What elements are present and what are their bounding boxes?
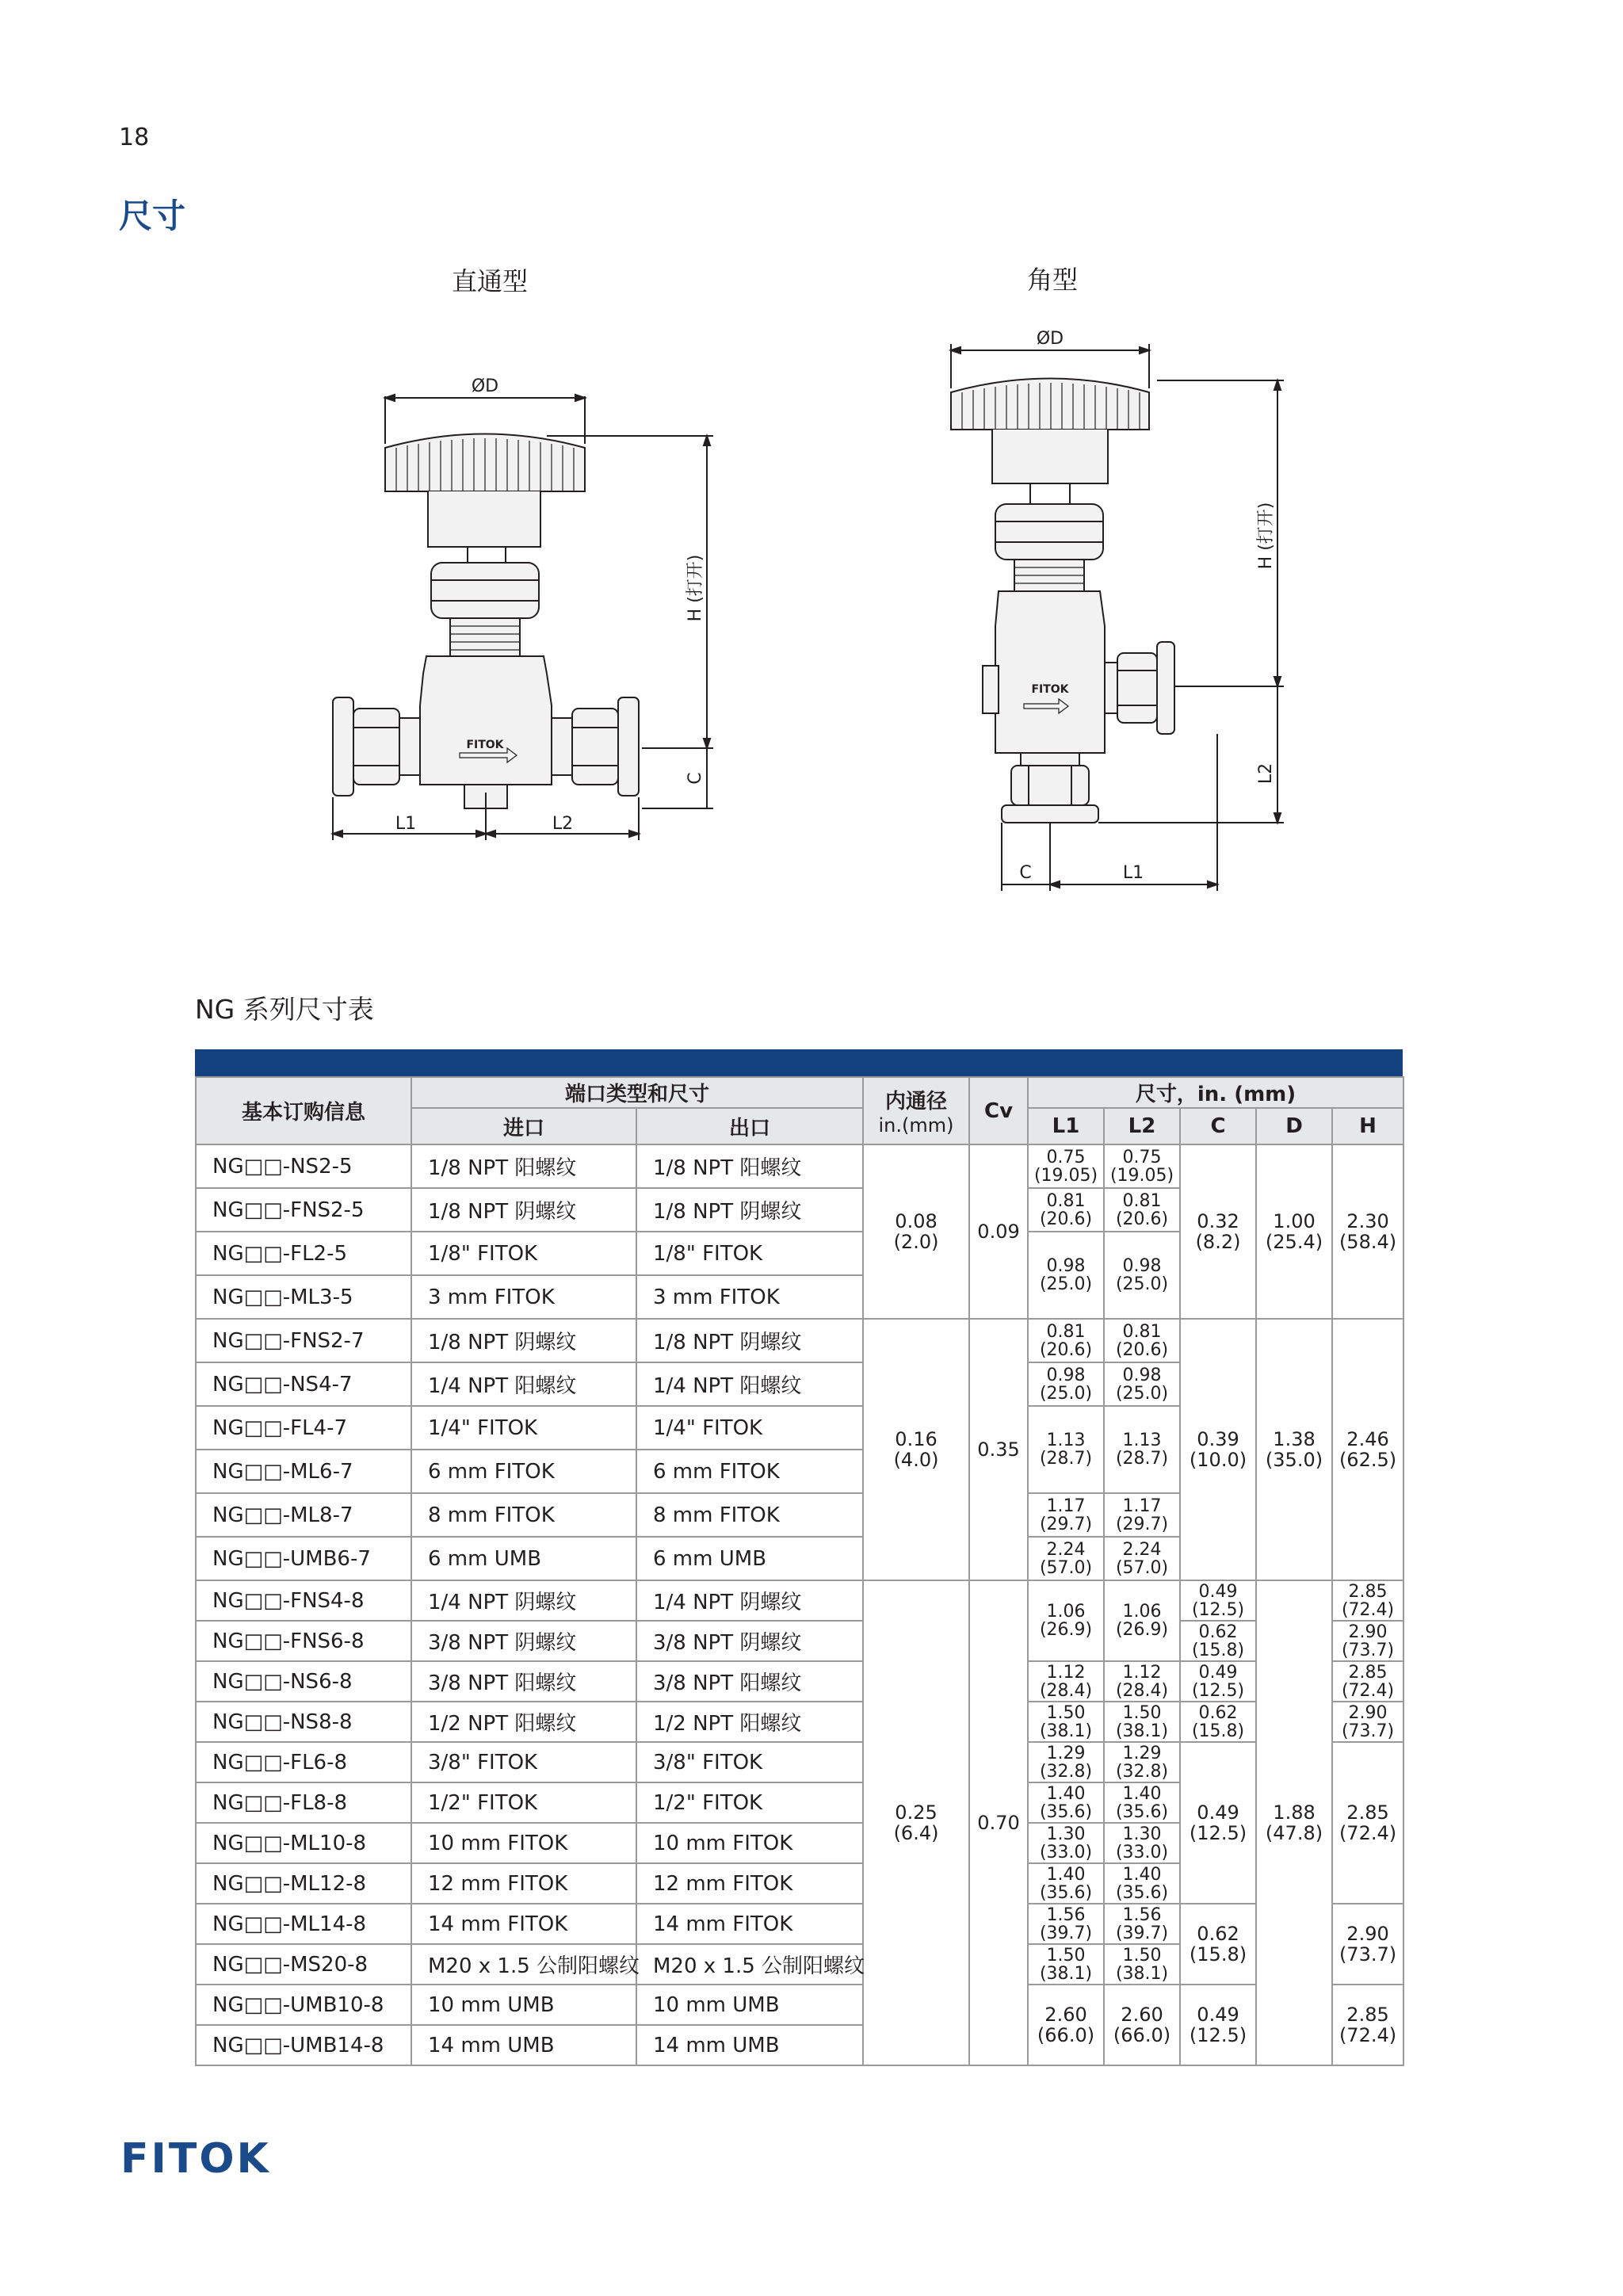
bore-in: 0.08 [895, 1210, 938, 1232]
outlet-cell: 1/8 NPT 阴螺纹 [636, 1188, 863, 1232]
outlet-cell: 1/2 NPT 阳螺纹 [636, 1702, 863, 1742]
d-mm: (35.0) [1265, 1449, 1323, 1471]
l1-mm: (28.4) [1039, 1680, 1093, 1701]
l2-mm: (35.6) [1115, 1801, 1169, 1822]
bore-cell [863, 1144, 969, 1319]
l2-cell [1104, 1661, 1180, 1702]
inlet-cell: 3/8 NPT 阳螺纹 [411, 1661, 636, 1702]
l2-mm: (33.0) [1115, 1842, 1169, 1862]
l2-cell [1104, 1188, 1180, 1232]
straight-l1-label: L1 [395, 814, 417, 834]
l2-mm: (20.6) [1115, 1209, 1169, 1229]
inlet-cell: 3 mm FITOK [411, 1275, 636, 1319]
header-cv: Cv [969, 1077, 1028, 1144]
c-in: 0.49 [1197, 2004, 1239, 2026]
l1-mm: (26.9) [1039, 1620, 1093, 1640]
c-cell [1180, 1144, 1256, 1319]
table-header-bar [195, 1049, 1403, 1076]
l1-in: 0.81 [1046, 1190, 1086, 1211]
l1-in: 1.50 [1046, 1702, 1086, 1723]
l2-in: 1.06 [1122, 1602, 1162, 1622]
l2-cell [1104, 1782, 1180, 1823]
inlet-cell: 1/4 NPT 阳螺纹 [411, 1362, 636, 1406]
d-cell [1256, 1144, 1332, 1319]
l2-cell [1104, 1537, 1180, 1580]
cv-cell: 0.35 [969, 1319, 1028, 1580]
table-row [196, 1985, 1403, 2025]
outlet-cell: 1/4 NPT 阳螺纹 [636, 1362, 863, 1406]
part-number: NG□□-FNS4-8 [196, 1580, 411, 1621]
l1-cell [1028, 1985, 1104, 2065]
l2-cell [1104, 1319, 1180, 1362]
inlet-cell: 1/8 NPT 阴螺纹 [411, 1319, 636, 1362]
table-row [196, 1621, 1403, 1661]
l1-in: 1.12 [1046, 1662, 1086, 1683]
l1-in: 1.06 [1046, 1602, 1086, 1622]
l1-cell [1028, 1702, 1104, 1742]
l2-in: 1.17 [1122, 1496, 1162, 1516]
l1-mm: (20.6) [1039, 1209, 1093, 1229]
h-in: 2.90 [1348, 1622, 1388, 1642]
straight-body-brand: FITOK [466, 739, 504, 751]
l1-in: 0.98 [1046, 1365, 1086, 1385]
fitok-logo: FITOK [120, 2135, 271, 2183]
header-inlet: 进口 [411, 1108, 636, 1144]
h-mm: (58.4) [1338, 1231, 1397, 1253]
outlet-cell: 10 mm FITOK [636, 1823, 863, 1863]
h-cell [1332, 1144, 1403, 1319]
d-mm: (25.4) [1265, 1231, 1323, 1253]
c-in: 0.62 [1198, 1702, 1238, 1723]
l2-mm: (28.4) [1115, 1680, 1169, 1701]
inlet-cell: 1/4" FITOK [411, 1406, 636, 1450]
header-l2: L2 [1104, 1108, 1180, 1144]
inlet-cell: 1/8 NPT 阳螺纹 [411, 1144, 636, 1188]
angle-body-brand: FITOK [1031, 683, 1069, 696]
table-row [196, 1904, 1403, 1944]
inlet-cell: 3/8 NPT 阴螺纹 [411, 1621, 636, 1661]
l1-mm: (20.6) [1039, 1339, 1093, 1360]
d-cell [1256, 1580, 1332, 2065]
inlet-cell: 1/4 NPT 阴螺纹 [411, 1580, 636, 1621]
l2-mm: (28.7) [1115, 1449, 1169, 1469]
l1-mm: (32.8) [1039, 1761, 1093, 1782]
l1-mm: (38.1) [1039, 1963, 1093, 1984]
part-number: NG□□-ML3-5 [196, 1275, 411, 1319]
outlet-cell: 1/2" FITOK [636, 1782, 863, 1823]
header-basic-order: 基本订购信息 [196, 1077, 411, 1144]
l1-mm: (57.0) [1039, 1557, 1093, 1578]
l1-mm: (35.6) [1039, 1882, 1093, 1903]
l2-mm: (38.1) [1115, 1963, 1169, 1984]
inlet-cell: 1/8" FITOK [411, 1232, 636, 1275]
c-mm: (8.2) [1195, 1231, 1241, 1253]
outlet-cell: 3/8 NPT 阴螺纹 [636, 1621, 863, 1661]
c-in: 0.49 [1198, 1662, 1238, 1683]
h-mm: (73.7) [1341, 1640, 1395, 1660]
l2-in: 1.40 [1122, 1864, 1162, 1885]
inlet-cell: 14 mm FITOK [411, 1904, 636, 1944]
l1-cell [1028, 1863, 1104, 1904]
c-in: 0.49 [1197, 1801, 1239, 1824]
inlet-cell: 8 mm FITOK [411, 1493, 636, 1537]
l2-cell [1104, 1863, 1180, 1904]
c-mm: (12.5) [1189, 1822, 1247, 1844]
c-cell [1180, 1661, 1256, 1702]
c-mm: (12.5) [1189, 2024, 1247, 2046]
l1-mm: (39.7) [1039, 1923, 1093, 1943]
l2-mm: (66.0) [1113, 2024, 1171, 2046]
l2-cell [1104, 1904, 1180, 1944]
l1-cell [1028, 1188, 1104, 1232]
c-cell [1180, 1904, 1256, 1985]
l1-mm: (33.0) [1039, 1842, 1093, 1862]
inlet-cell: 6 mm FITOK [411, 1450, 636, 1493]
l2-cell [1104, 1232, 1180, 1319]
l2-mm: (32.8) [1115, 1761, 1169, 1782]
l2-cell [1104, 1702, 1180, 1742]
l2-in: 1.50 [1122, 1945, 1162, 1966]
l2-in: 1.40 [1122, 1783, 1162, 1804]
part-number: NG□□-NS8-8 [196, 1702, 411, 1742]
table-row [196, 1661, 1403, 1702]
h-cell [1332, 1904, 1403, 1985]
table-row [196, 1319, 1403, 1362]
straight-d-label: ØD [471, 376, 499, 396]
outlet-cell: 1/4 NPT 阴螺纹 [636, 1580, 863, 1621]
outlet-cell: 6 mm UMB [636, 1537, 863, 1580]
table-row [196, 1144, 1403, 1188]
l1-cell [1028, 1782, 1104, 1823]
l1-in: 1.13 [1046, 1431, 1086, 1450]
l2-mm: (57.0) [1115, 1557, 1169, 1578]
h-mm: (72.4) [1341, 1680, 1395, 1701]
d-in: 1.00 [1273, 1210, 1316, 1232]
l1-mm: (35.6) [1039, 1801, 1093, 1822]
outlet-cell: 1/8 NPT 阳螺纹 [636, 1144, 863, 1188]
part-number: NG□□-ML12-8 [196, 1863, 411, 1904]
l1-cell [1028, 1537, 1104, 1580]
inlet-cell: 1/2" FITOK [411, 1782, 636, 1823]
l1-mm: (25.0) [1039, 1274, 1093, 1294]
h-in: 2.85 [1346, 2004, 1389, 2026]
l1-cell [1028, 1493, 1104, 1537]
l2-mm: (26.9) [1115, 1620, 1169, 1640]
l1-cell [1028, 1944, 1104, 1985]
inlet-cell: 1/8 NPT 阴螺纹 [411, 1188, 636, 1232]
h-cell [1332, 1621, 1403, 1661]
angle-c-label: C [1019, 863, 1032, 883]
c-cell [1180, 1985, 1256, 2065]
l2-in: 2.24 [1122, 1539, 1162, 1560]
l2-cell [1104, 1823, 1180, 1863]
c-cell [1180, 1580, 1256, 1621]
part-number: NG□□-ML6-7 [196, 1450, 411, 1493]
bore-cell [863, 1580, 969, 2065]
h-mm: (72.4) [1341, 1599, 1395, 1620]
d-mm: (47.8) [1265, 1822, 1323, 1844]
table-row [196, 1742, 1403, 1782]
l1-cell [1028, 1661, 1104, 1702]
d-in: 1.38 [1273, 1428, 1316, 1450]
outlet-cell: 8 mm FITOK [636, 1493, 863, 1537]
part-number: NG□□-FNS2-5 [196, 1188, 411, 1232]
l1-cell [1028, 1406, 1104, 1493]
l1-mm: (38.1) [1039, 1721, 1093, 1741]
c-mm: (12.5) [1191, 1680, 1245, 1701]
part-number: NG□□-FNS2-7 [196, 1319, 411, 1362]
outlet-cell: 10 mm UMB [636, 1985, 863, 2025]
l2-in: 0.81 [1122, 1190, 1162, 1211]
l1-mm: (29.7) [1039, 1514, 1093, 1534]
outlet-cell: 3 mm FITOK [636, 1275, 863, 1319]
l2-mm: (39.7) [1115, 1923, 1169, 1943]
l1-in: 1.30 [1046, 1824, 1086, 1844]
d-in: 1.88 [1273, 1801, 1316, 1824]
c-mm: (12.5) [1191, 1599, 1245, 1620]
inlet-cell: M20 x 1.5 公制阳螺纹 [411, 1944, 636, 1985]
c-mm: (15.8) [1191, 1721, 1245, 1741]
l2-in: 1.30 [1122, 1824, 1162, 1844]
straight-valve-title: 直通型 [452, 266, 529, 296]
l2-cell [1104, 1144, 1180, 1188]
l2-mm: (25.0) [1115, 1383, 1169, 1404]
l1-in: 2.24 [1046, 1539, 1086, 1560]
part-number: NG□□-UMB14-8 [196, 2025, 411, 2065]
h-cell [1332, 1702, 1403, 1742]
l2-in: 1.29 [1122, 1743, 1162, 1763]
h-in: 2.85 [1348, 1581, 1388, 1602]
h-mm: (73.7) [1341, 1721, 1395, 1741]
part-number: NG□□-FL2-5 [196, 1232, 411, 1275]
l2-mm: (25.0) [1115, 1274, 1169, 1294]
l1-in: 1.56 [1046, 1904, 1086, 1925]
bore-mm: (2.0) [893, 1231, 939, 1253]
l1-in: 1.50 [1046, 1945, 1086, 1966]
dimensions-table [195, 1049, 1403, 2066]
outlet-cell: 1/4" FITOK [636, 1406, 863, 1450]
h-mm: (62.5) [1338, 1449, 1397, 1471]
l2-mm: (35.6) [1115, 1882, 1169, 1903]
h-mm: (72.4) [1338, 2024, 1397, 2046]
part-number: NG□□-FL6-8 [196, 1742, 411, 1782]
part-number: NG□□-ML10-8 [196, 1823, 411, 1863]
part-number: NG□□-FNS6-8 [196, 1621, 411, 1661]
angle-l2-label: L2 [1256, 762, 1276, 785]
l1-cell [1028, 1144, 1104, 1188]
outlet-cell: 14 mm FITOK [636, 1904, 863, 1944]
l1-cell [1028, 1823, 1104, 1863]
part-number: NG□□-ML14-8 [196, 1904, 411, 1944]
header-d: D [1256, 1108, 1332, 1144]
l1-mm: (25.0) [1039, 1383, 1093, 1404]
l1-cell [1028, 1580, 1104, 1661]
part-number: NG□□-NS2-5 [196, 1144, 411, 1188]
h-in: 2.30 [1346, 1210, 1389, 1232]
inlet-cell: 10 mm FITOK [411, 1823, 636, 1863]
header-bore-label: 内通径 [885, 1090, 948, 1114]
page-number: 18 [119, 124, 150, 151]
straight-l2-label: L2 [552, 814, 574, 834]
part-number: NG□□-UMB10-8 [196, 1985, 411, 2025]
part-number: NG□□-FL8-8 [196, 1782, 411, 1823]
d-cell [1256, 1319, 1332, 1580]
l2-mm: (20.6) [1115, 1339, 1169, 1360]
bore-in: 0.16 [895, 1428, 938, 1450]
angle-h-label: H (打开) [1256, 502, 1276, 570]
l2-cell [1104, 1493, 1180, 1537]
l1-in: 1.40 [1046, 1783, 1086, 1804]
cv-cell: 0.70 [969, 1580, 1028, 2065]
h-in: 2.90 [1346, 1923, 1389, 1945]
c-mm: (15.8) [1189, 1943, 1247, 1966]
straight-h-label: H (打开) [685, 554, 705, 622]
l2-mm: (19.05) [1109, 1165, 1174, 1186]
table-title: NG 系列尺寸表 [195, 994, 374, 1025]
l1-cell [1028, 1319, 1104, 1362]
h-cell [1332, 1661, 1403, 1702]
part-number: NG□□-NS4-7 [196, 1362, 411, 1406]
h-cell [1332, 1742, 1403, 1904]
inlet-cell: 14 mm UMB [411, 2025, 636, 2065]
l1-cell [1028, 1362, 1104, 1406]
inlet-cell: 12 mm FITOK [411, 1863, 636, 1904]
c-cell [1180, 1702, 1256, 1742]
l2-in: 0.75 [1122, 1147, 1162, 1167]
straight-valve-drawing [309, 372, 753, 848]
h-in: 2.46 [1346, 1428, 1389, 1450]
l2-cell [1104, 1985, 1180, 2065]
l2-in: 1.50 [1122, 1702, 1162, 1723]
header-dimensions: 尺寸，in. (mm) [1028, 1077, 1403, 1108]
inlet-cell: 10 mm UMB [411, 1985, 636, 2025]
outlet-cell: M20 x 1.5 公制阳螺纹 [636, 1944, 863, 1985]
l1-in: 1.40 [1046, 1864, 1086, 1885]
h-in: 2.85 [1346, 1801, 1389, 1824]
header-h: H [1332, 1108, 1403, 1144]
inlet-cell: 1/2 NPT 阳螺纹 [411, 1702, 636, 1742]
h-cell [1332, 1319, 1403, 1580]
outlet-cell: 6 mm FITOK [636, 1450, 863, 1493]
l1-in: 0.98 [1046, 1256, 1086, 1276]
c-cell [1180, 1621, 1256, 1661]
section-title: 尺寸 [119, 197, 186, 235]
h-mm: (72.4) [1338, 1822, 1397, 1844]
header-l1: L1 [1028, 1108, 1104, 1144]
header-c: C [1180, 1108, 1256, 1144]
l2-in: 1.12 [1122, 1662, 1162, 1683]
l2-in: 0.98 [1122, 1256, 1162, 1276]
l2-cell [1104, 1742, 1180, 1782]
c-cell [1180, 1742, 1256, 1904]
c-in: 0.62 [1198, 1622, 1238, 1642]
c-in: 0.62 [1197, 1923, 1239, 1945]
l1-mm: (28.7) [1039, 1449, 1093, 1469]
c-mm: (15.8) [1191, 1640, 1245, 1660]
l2-in: 2.60 [1121, 2004, 1163, 2026]
l1-in: 0.75 [1046, 1147, 1086, 1167]
straight-c-label: C [685, 772, 705, 785]
l2-mm: (29.7) [1115, 1514, 1169, 1534]
bore-cell [863, 1319, 969, 1580]
part-number: NG□□-NS6-8 [196, 1661, 411, 1702]
l2-mm: (38.1) [1115, 1721, 1169, 1741]
table-row [196, 1702, 1403, 1742]
angle-d-label: ØD [1036, 329, 1064, 349]
header-outlet: 出口 [636, 1108, 863, 1144]
l1-mm: (66.0) [1037, 2024, 1095, 2046]
cv-cell: 0.09 [969, 1144, 1028, 1319]
part-number: NG□□-FL4-7 [196, 1406, 411, 1450]
outlet-cell: 3/8 NPT 阳螺纹 [636, 1661, 863, 1702]
outlet-cell: 12 mm FITOK [636, 1863, 863, 1904]
outlet-cell: 3/8" FITOK [636, 1742, 863, 1782]
inlet-cell: 6 mm UMB [411, 1537, 636, 1580]
l2-in: 0.98 [1122, 1365, 1162, 1385]
c-in: 0.32 [1197, 1210, 1239, 1232]
inlet-cell: 3/8" FITOK [411, 1742, 636, 1782]
l2-in: 0.81 [1122, 1321, 1162, 1342]
l2-in: 1.13 [1122, 1431, 1162, 1450]
l2-cell [1104, 1362, 1180, 1406]
l2-cell [1104, 1406, 1180, 1493]
angle-l1-label: L1 [1122, 863, 1144, 883]
part-number: NG□□-ML8-7 [196, 1493, 411, 1537]
h-cell [1332, 1985, 1403, 2065]
part-number: NG□□-MS20-8 [196, 1944, 411, 1985]
outlet-cell: 1/8" FITOK [636, 1232, 863, 1275]
bore-in: 0.25 [895, 1801, 938, 1824]
outlet-cell: 14 mm UMB [636, 2025, 863, 2065]
header-bore [863, 1077, 969, 1144]
part-number: NG□□-UMB6-7 [196, 1537, 411, 1580]
c-mm: (10.0) [1189, 1449, 1247, 1471]
h-in: 2.90 [1348, 1702, 1388, 1723]
l1-in: 2.60 [1044, 2004, 1087, 2026]
bore-mm: (4.0) [893, 1449, 939, 1471]
l1-in: 1.17 [1046, 1496, 1086, 1516]
h-in: 2.85 [1348, 1662, 1388, 1683]
h-cell [1332, 1580, 1403, 1621]
header-port-type: 端口类型和尺寸 [411, 1077, 863, 1108]
angle-valve-title: 角型 [1027, 265, 1079, 295]
c-in: 0.39 [1197, 1428, 1239, 1450]
outlet-cell: 1/8 NPT 阴螺纹 [636, 1319, 863, 1362]
l1-cell [1028, 1232, 1104, 1319]
bore-mm: (6.4) [893, 1822, 939, 1844]
header-bore-unit: in.(mm) [878, 1114, 954, 1137]
table-row [196, 1580, 1403, 1621]
l1-cell [1028, 1742, 1104, 1782]
l2-cell [1104, 1580, 1180, 1661]
l1-cell [1028, 1904, 1104, 1944]
l1-in: 0.81 [1046, 1321, 1086, 1342]
c-cell [1180, 1319, 1256, 1580]
l2-in: 1.56 [1122, 1904, 1162, 1925]
angle-valve-drawing [935, 325, 1300, 896]
h-mm: (73.7) [1338, 1943, 1397, 1966]
c-in: 0.49 [1198, 1581, 1238, 1602]
l1-in: 1.29 [1046, 1743, 1086, 1763]
l1-mm: (19.05) [1033, 1165, 1098, 1186]
l2-cell [1104, 1944, 1180, 1985]
